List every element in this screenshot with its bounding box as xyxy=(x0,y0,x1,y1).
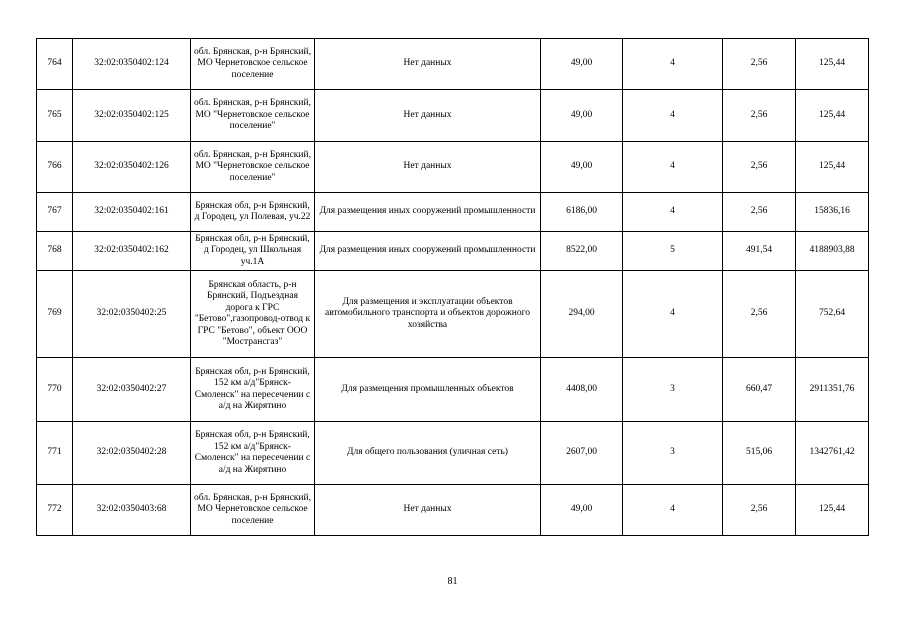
cadastral-number-cell: 32:02:0350402:125 xyxy=(73,90,191,142)
cadastral-number-cell: 32:02:0350402:27 xyxy=(73,358,191,422)
rate-cell: 2,56 xyxy=(723,485,796,536)
area-cell: 49,00 xyxy=(541,39,623,90)
usage-cell: Для размещения и эксплуатации объектов автомобильного транспорта и объектов дорожного хозяйства xyxy=(315,271,541,358)
address-cell: обл. Брянская, р-н Брянский, МО "Чернетовское сельское поселение" xyxy=(191,90,315,142)
group-cell: 4 xyxy=(623,90,723,142)
area-cell: 49,00 xyxy=(541,485,623,536)
row-number-cell: 771 xyxy=(37,422,73,485)
rate-cell: 2,56 xyxy=(723,193,796,232)
rate-cell: 660,47 xyxy=(723,358,796,422)
group-cell: 4 xyxy=(623,485,723,536)
usage-cell: Для размещения иных сооружений промышленности xyxy=(315,232,541,271)
page-number: 81 xyxy=(447,576,458,587)
row-number-cell: 772 xyxy=(37,485,73,536)
value-cell: 125,44 xyxy=(796,142,869,193)
row-number-cell: 766 xyxy=(37,142,73,193)
address-cell: Брянская обл, р-н Брянский, 152 км а/д"Брянск-Смоленск" на пересечении с а/д на Жирятино xyxy=(191,422,315,485)
cadastral-number-cell: 32:02:0350402:126 xyxy=(73,142,191,193)
rate-cell: 2,56 xyxy=(723,90,796,142)
group-cell: 3 xyxy=(623,422,723,485)
rate-cell: 2,56 xyxy=(723,39,796,90)
rate-cell: 491,54 xyxy=(723,232,796,271)
table-row xyxy=(37,142,869,193)
row-number-cell: 765 xyxy=(37,90,73,142)
area-cell: 6186,00 xyxy=(541,193,623,232)
rate-cell: 515,06 xyxy=(723,422,796,485)
value-cell: 2911351,76 xyxy=(796,358,869,422)
cadastral-number-cell: 32:02:0350402:124 xyxy=(73,39,191,90)
area-cell: 4408,00 xyxy=(541,358,623,422)
group-cell: 4 xyxy=(623,142,723,193)
row-number-cell: 767 xyxy=(37,193,73,232)
table-row xyxy=(37,90,869,142)
value-cell: 752,64 xyxy=(796,271,869,358)
rate-cell: 2,56 xyxy=(723,142,796,193)
address-cell: Брянская обл, р-н Брянский, д Городец, ул Школьная уч.1А xyxy=(191,232,315,271)
usage-cell: Нет данных xyxy=(315,90,541,142)
address-cell: Брянская обл, р-н Брянский, 152 км а/д"Брянск-Смоленск" на пересечении с а/д на Жирятино xyxy=(191,358,315,422)
address-cell: Брянская область, р-н Брянский, Подъездная дорога к ГРС "Бетово",газопровод-отвод к ГРС "Бетово", объект ООО "Мострансгаз" xyxy=(191,271,315,358)
address-cell: обл. Брянская, р-н Брянский, МО "Чернетовское сельское поселение" xyxy=(191,142,315,193)
row-number-cell: 770 xyxy=(37,358,73,422)
group-cell: 5 xyxy=(623,232,723,271)
area-cell: 49,00 xyxy=(541,142,623,193)
usage-cell: Нет данных xyxy=(315,39,541,90)
group-cell: 3 xyxy=(623,358,723,422)
table-row xyxy=(37,232,869,271)
usage-cell: Нет данных xyxy=(315,485,541,536)
cadastral-number-cell: 32:02:0350403:68 xyxy=(73,485,191,536)
group-cell: 4 xyxy=(623,39,723,90)
address-cell: обл. Брянская, р-н Брянский, МО Чернетовское сельское поселение xyxy=(191,39,315,90)
value-cell: 125,44 xyxy=(796,39,869,90)
value-cell: 125,44 xyxy=(796,485,869,536)
address-cell: Брянская обл, р-н Брянский, д Городец, ул Полевая, уч.22 xyxy=(191,193,315,232)
cadastral-number-cell: 32:02:0350402:162 xyxy=(73,232,191,271)
table-row xyxy=(37,358,869,422)
usage-cell: Для размещения промышленных объектов xyxy=(315,358,541,422)
table-row xyxy=(37,39,869,90)
cadastral-number-cell: 32:02:0350402:28 xyxy=(73,422,191,485)
table-row xyxy=(37,485,869,536)
row-number-cell: 768 xyxy=(37,232,73,271)
usage-cell: Для размещения иных сооружений промышленности xyxy=(315,193,541,232)
table-row xyxy=(37,271,869,358)
value-cell: 125,44 xyxy=(796,90,869,142)
area-cell: 294,00 xyxy=(541,271,623,358)
area-cell: 49,00 xyxy=(541,90,623,142)
group-cell: 4 xyxy=(623,271,723,358)
table-row xyxy=(37,193,869,232)
area-cell: 2607,00 xyxy=(541,422,623,485)
row-number-cell: 764 xyxy=(37,39,73,90)
group-cell: 4 xyxy=(623,193,723,232)
usage-cell: Нет данных xyxy=(315,142,541,193)
value-cell: 15836,16 xyxy=(796,193,869,232)
cadastral-table xyxy=(36,38,869,536)
rate-cell: 2,56 xyxy=(723,271,796,358)
table-row xyxy=(37,422,869,485)
usage-cell: Для общего пользования (уличная сеть) xyxy=(315,422,541,485)
address-cell: обл. Брянская, р-н Брянский, МО Чернетовское сельское поселение xyxy=(191,485,315,536)
cadastral-number-cell: 32:02:0350402:25 xyxy=(73,271,191,358)
value-cell: 1342761,42 xyxy=(796,422,869,485)
value-cell: 4188903,88 xyxy=(796,232,869,271)
area-cell: 8522,00 xyxy=(541,232,623,271)
row-number-cell: 769 xyxy=(37,271,73,358)
cadastral-number-cell: 32:02:0350402:161 xyxy=(73,193,191,232)
